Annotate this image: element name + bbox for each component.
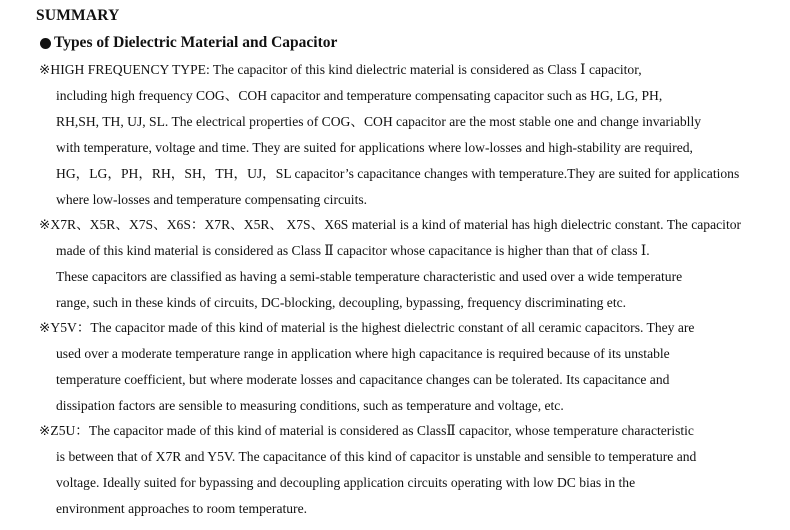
section-title: [40, 34, 337, 52]
paragraph-line: These capacitors are classified as having a semi-stable temperature characteristic and used over a wide temperature: [56, 269, 683, 284]
paragraph-line: ※Y5V：The capacitor made of this kind of material is the highest dielectric constant of all ceramic capacitors. They are: [39, 320, 695, 335]
paragraph-line: temperature coefficient, but where moderate losses and capacitance changes can be tolerated. Its capacitance and: [56, 372, 670, 387]
paragraph-line: with temperature, voltage and time. They are suited for applications where low-losses and high-stability are required,: [56, 140, 693, 155]
summary-title: SUMMARY: [36, 7, 120, 24]
paragraph-line: used over a moderate temperature range in application where high capacitance is required because of its unstable: [56, 346, 670, 361]
paragraph-line: ※X7R、X5R、X7S、X6S：X7R、X5R、 X7S、X6S material is a kind of material has high dielectric constant. The capacitor: [39, 217, 742, 232]
paragraph-line: HG，LG，PH，RH，SH，TH，UJ，SL capacitor’s capacitance changes with temperature.They are suited for applications: [56, 166, 740, 181]
paragraph-line: ※Z5U：The capacitor made of this kind of material is considered as ClassⅡ capacitor, whose temperature characteristic: [39, 423, 694, 438]
section-title-text: Types of Dielectric Material and Capacitor: [54, 34, 338, 51]
paragraph-line: where low-losses and temperature compensating circuits.: [56, 192, 368, 207]
paragraph-line: environment approaches to room temperature.: [56, 501, 308, 516]
paragraph-line: is between that of X7R and Y5V. The capacitance of this kind of capacitor is unstable and sensible to temperature and: [56, 449, 697, 464]
bullet-icon: [40, 38, 51, 49]
paragraph-line: ※HIGH FREQUENCY TYPE: The capacitor of this kind dielectric material is considered as Class Ⅰ capacitor,: [39, 62, 642, 77]
paragraph-line: RH,SH, TH, UJ, SL. The electrical properties of COG、COH capacitor are the most stable one and change invariablly: [56, 114, 702, 129]
paragraph-line: voltage. Ideally suited for bypassing and decoupling application circuits operating with low DC bias in the: [56, 475, 636, 490]
paragraph-line: made of this kind material is considered as Class Ⅱ capacitor whose capacitance is higher than that of class Ⅰ.: [56, 243, 650, 258]
paragraph-line: range, such in these kinds of circuits, DC-blocking, decoupling, bypassing, frequency discriminating etc.: [56, 295, 627, 310]
paragraph-line: dissipation factors are sensible to measuring conditions, such as temperature and voltage, etc.: [56, 398, 564, 413]
paragraph-line: including high frequency COG、COH capacitor and temperature compensating capacitor such as HG, LG, PH,: [56, 88, 663, 103]
